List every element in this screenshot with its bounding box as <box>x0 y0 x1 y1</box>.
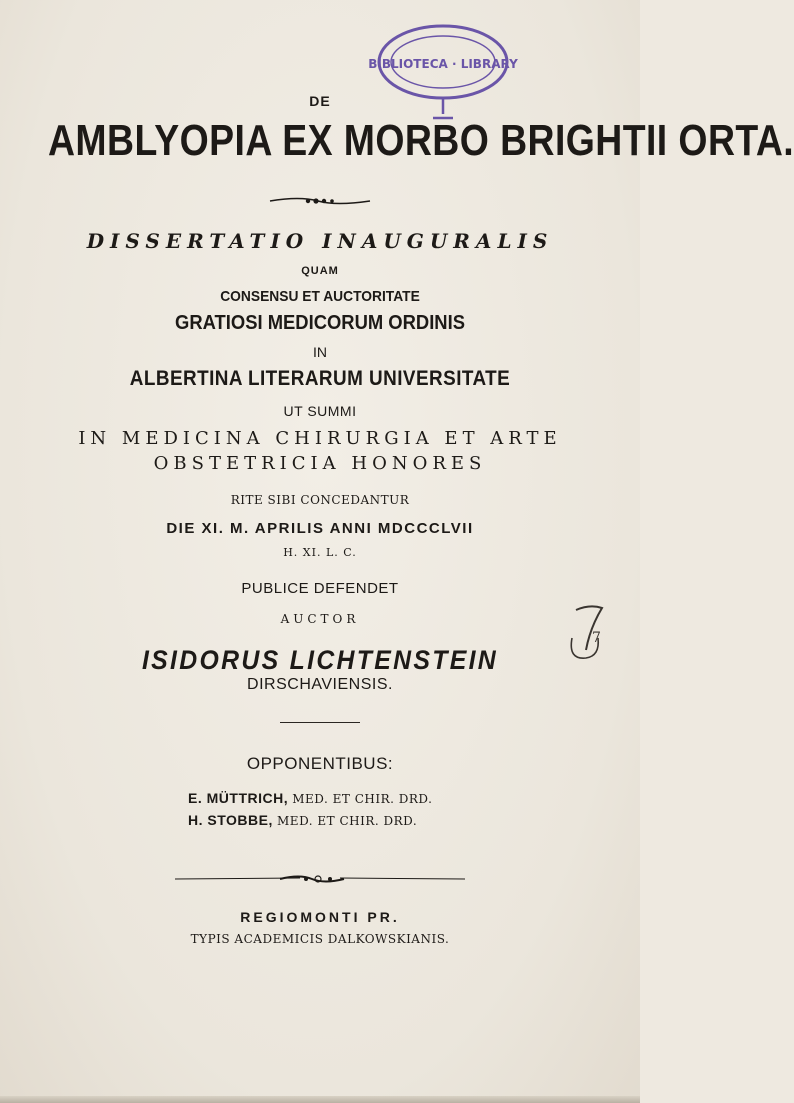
gratiosi-line: GRATIOSI MEDICORUM ORDINIS <box>175 312 465 334</box>
quam-line: QUAM <box>301 265 339 277</box>
stamp-text: BIBLIOTECA · LIBRARY <box>368 57 518 71</box>
imprint-printer: TYPIS ACADEMICIS DALKOWSKIANIS. <box>190 932 450 946</box>
faculty-line: IN MEDICINA CHIRURGIA ET ARTE <box>78 428 562 449</box>
rite-line: RITE SIBI CONCEDANTUR <box>230 493 410 507</box>
main-title: AMBLYOPIA EX MORBO BRIGHTII ORTA. <box>48 116 794 165</box>
ut-summi-line: UT SUMMI <box>283 403 357 419</box>
ornamental-rule-bottom <box>0 873 640 885</box>
ornamental-rule-top <box>0 194 640 208</box>
opponent-name: E. MÜTTRICH, <box>188 790 289 806</box>
opponent-entry <box>188 812 417 829</box>
author-origin: DIRSCHAVIENSIS. <box>247 676 393 693</box>
opponent-name: H. STOBBE, <box>188 812 273 828</box>
publice-defendet-line: PUBLICE DEFENDET <box>241 580 399 597</box>
auctor-line: AUCTOR <box>280 612 360 626</box>
divider-short <box>280 722 360 723</box>
defense-date: DIE XI. M. APRILIS ANNI MDCCCLVII <box>166 520 474 537</box>
university-line: ALBERTINA LITERARUM UNIVERSITATE <box>129 367 511 390</box>
opponent-title: MED. ET CHIR. DRD. <box>277 814 418 828</box>
imprint-place: REGIOMONTI PR. <box>240 909 400 925</box>
honores-line: OBSTETRICIA HONORES <box>153 453 487 474</box>
defense-hour: H. XI. L. C. <box>283 546 357 559</box>
in-line: IN <box>313 344 327 360</box>
opponents-heading: OPPONENTIBUS: <box>246 754 394 773</box>
opponent-title: MED. ET CHIR. DRD. <box>292 792 433 806</box>
author-name: ISIDORUS LICHTENSTEIN <box>141 645 499 675</box>
opponent-entry <box>188 790 432 807</box>
title-prefix: DE <box>309 93 331 109</box>
shelf-mark-text: 7 <box>592 630 601 646</box>
dissertation-heading: DISSERTATIO INAUGURALIS <box>86 229 554 253</box>
consensu-line: CONSENSU ET AUCTORITATE <box>220 288 420 305</box>
page-bottom-edge <box>0 1096 640 1103</box>
